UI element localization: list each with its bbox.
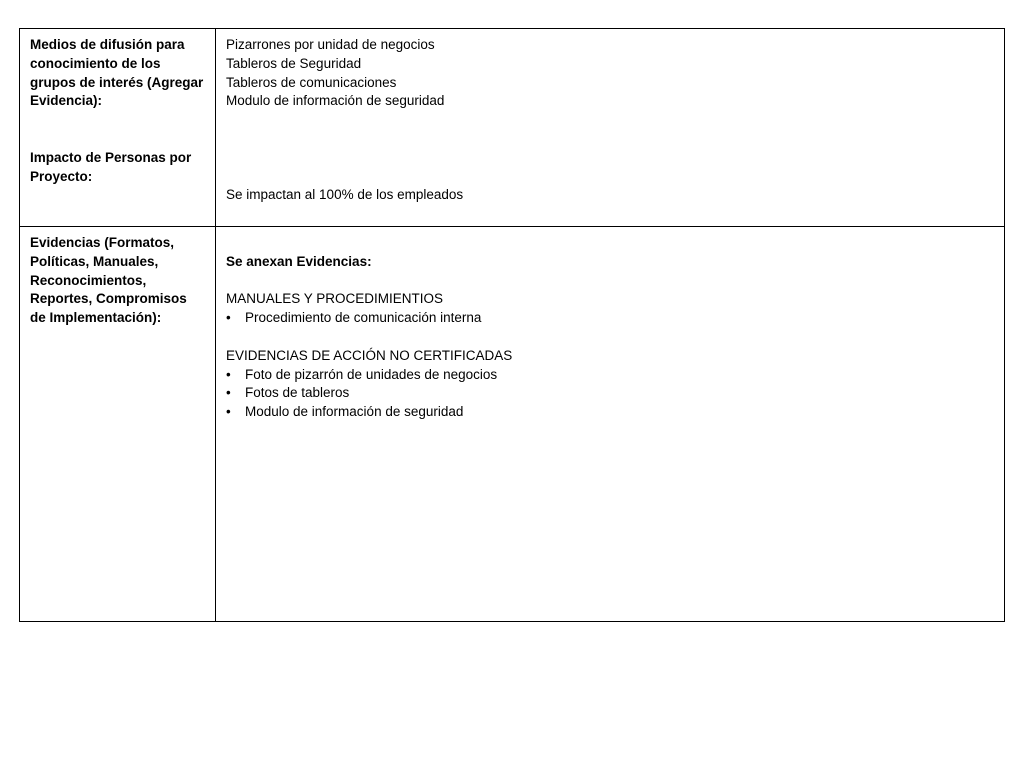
list-item xyxy=(226,366,994,385)
bullet-icon: • xyxy=(226,310,231,326)
table-row-evidence xyxy=(20,227,1004,621)
diffusion-label-line: grupos de interés (Agregar xyxy=(30,74,204,90)
impact-label-line: Impacto de Personas por xyxy=(30,149,192,165)
spacer xyxy=(226,328,994,347)
list-item-text: Fotos de tableros xyxy=(245,385,350,401)
impact-label-line: Proyecto: xyxy=(30,168,93,184)
list-item-text: Procedimiento de comunicación interna xyxy=(245,310,482,326)
diffusion-label-line: conocimiento de los xyxy=(30,55,161,71)
diffusion-label-cell xyxy=(30,36,208,186)
impact-value: Se impactan al 100% de los empleados xyxy=(226,187,464,203)
evidence-label-line: Evidencias (Formatos, xyxy=(30,235,175,250)
evidence-label-line: Reconocimientos, xyxy=(30,272,147,288)
evidence-label-line: Políticas, Manuales, xyxy=(30,253,159,269)
uncertified-section-title: EVIDENCIAS DE ACCIÓN NO CERTIFICADAS xyxy=(226,347,513,363)
diffusion-medium: Tableros de comunicaciones xyxy=(226,74,397,90)
evidence-heading: Se anexan Evidencias: xyxy=(226,253,372,269)
diffusion-medium: Pizarrones por unidad de negocios xyxy=(226,37,435,52)
evidence-value-cell xyxy=(226,234,994,422)
spacer xyxy=(226,111,994,186)
diffusion-value-cell xyxy=(226,36,994,205)
evidence-label-cell xyxy=(30,234,208,328)
column-divider xyxy=(215,29,216,226)
table-row-diffusion xyxy=(20,29,1004,227)
spacer xyxy=(226,234,994,253)
diffusion-label-line: Medios de difusión para xyxy=(30,37,185,52)
diffusion-medium: Tableros de Seguridad xyxy=(226,55,362,71)
list-item-text: Foto de pizarrón de unidades de negocios xyxy=(245,366,498,382)
evidence-label-line: Reportes, Compromisos xyxy=(30,291,187,307)
spacer xyxy=(226,272,994,291)
diffusion-label-line: Evidencia): xyxy=(30,93,103,109)
bullet-icon: • xyxy=(226,404,231,420)
column-divider xyxy=(215,227,216,621)
list-item xyxy=(226,384,994,403)
diffusion-medium: Modulo de información de seguridad xyxy=(226,93,445,109)
bullet-icon: • xyxy=(226,366,231,382)
manuals-section-title: MANUALES Y PROCEDIMIENTIOS xyxy=(226,291,444,307)
list-item xyxy=(226,309,994,328)
evidence-table xyxy=(19,28,1005,622)
list-item xyxy=(226,403,994,422)
spacer xyxy=(30,111,208,149)
evidence-label-line: de Implementación): xyxy=(30,310,162,326)
bullet-icon: • xyxy=(226,385,231,401)
list-item-text: Modulo de información de seguridad xyxy=(245,404,464,420)
